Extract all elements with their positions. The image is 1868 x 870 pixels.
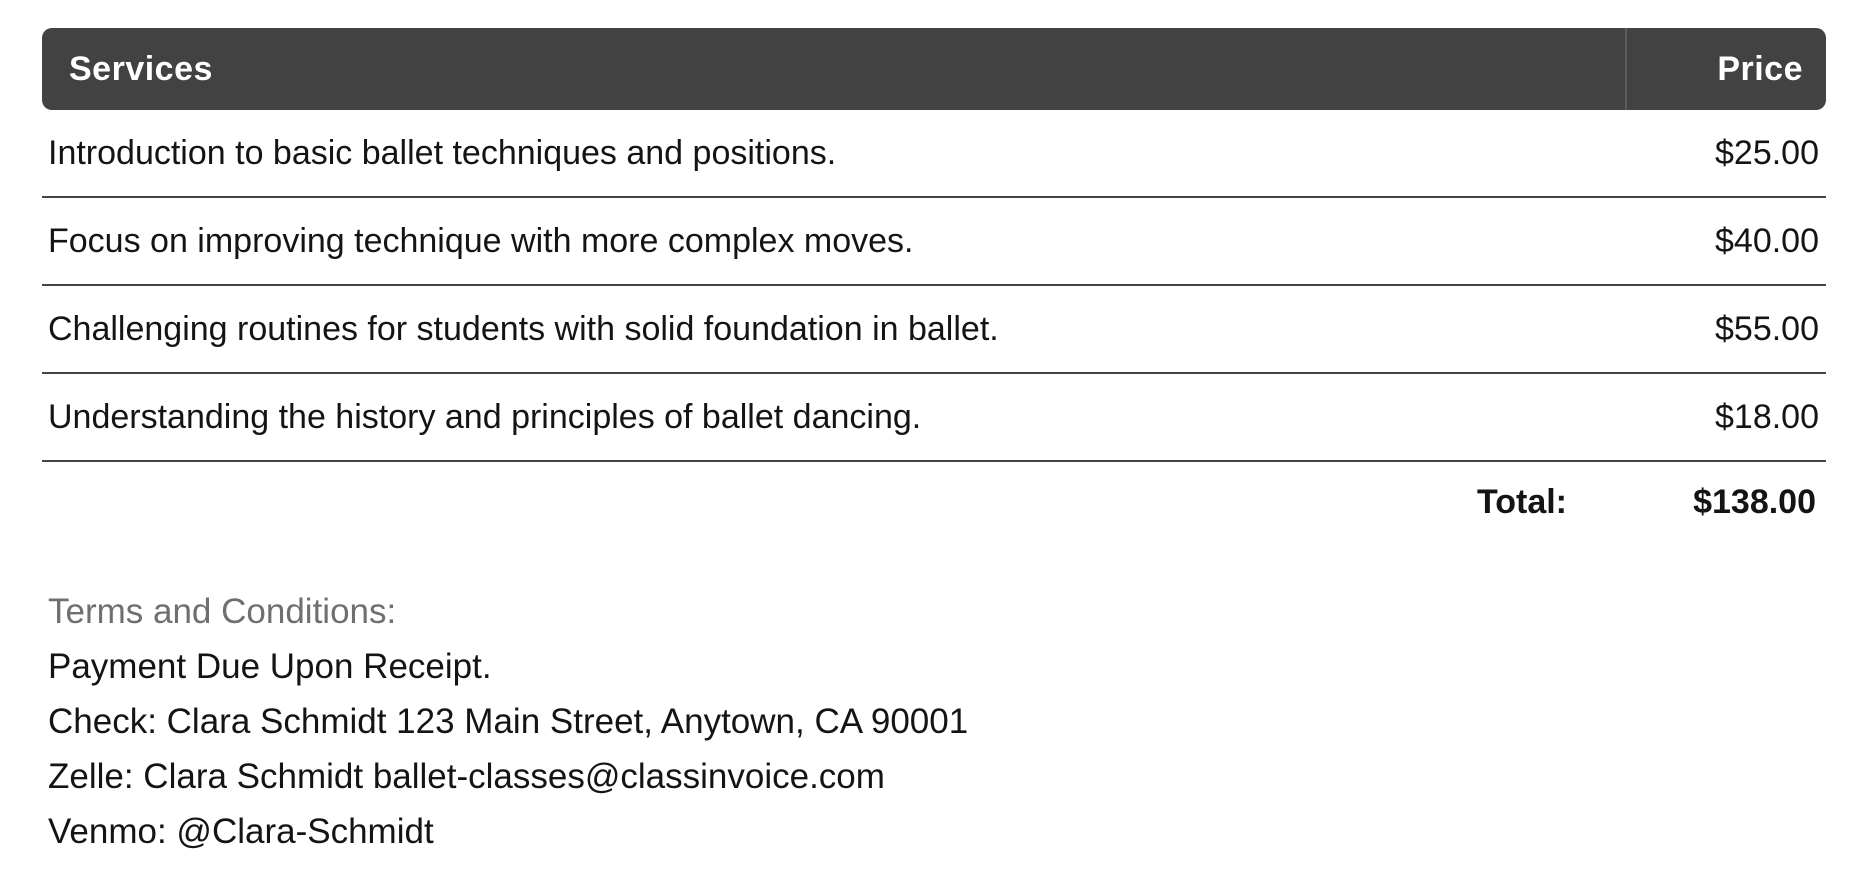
service-price: $18.00: [1625, 374, 1826, 462]
service-description: Focus on improving technique with more complex moves.: [42, 198, 1625, 286]
service-description: Introduction to basic ballet techniques and positions.: [42, 110, 1625, 198]
table-row: [42, 374, 1826, 462]
terms-section: [48, 584, 1826, 859]
header-row: [42, 28, 1826, 110]
table-body: [42, 110, 1826, 542]
services-table: [42, 28, 1826, 542]
column-header-price: Price: [1625, 28, 1826, 110]
column-header-services: Services: [42, 28, 1625, 110]
table-row: [42, 198, 1826, 286]
terms-line-check: Check: Clara Schmidt 123 Main Street, Anytown, CA 90001: [48, 702, 969, 741]
terms-line-payment: Payment Due Upon Receipt.: [48, 647, 492, 686]
total-amount: $138.00: [1693, 482, 1816, 521]
total-label: Total:: [1476, 482, 1567, 521]
terms-line-zelle: Zelle: Clara Schmidt ballet-classes@classinvoice.com: [48, 757, 885, 796]
service-description: Understanding the history and principles of ballet dancing.: [42, 374, 1625, 462]
table-row: [42, 110, 1826, 198]
service-price: $40.00: [1625, 198, 1826, 286]
total-row: [42, 462, 1826, 542]
service-price: $25.00: [1625, 110, 1826, 198]
table-header: [42, 28, 1826, 110]
table-row: [42, 286, 1826, 374]
service-price: $55.00: [1625, 286, 1826, 374]
terms-line-venmo: Venmo: @Clara-Schmidt: [48, 812, 434, 851]
service-description: Challenging routines for students with solid foundation in ballet.: [42, 286, 1625, 374]
terms-heading: Terms and Conditions:: [48, 592, 397, 631]
